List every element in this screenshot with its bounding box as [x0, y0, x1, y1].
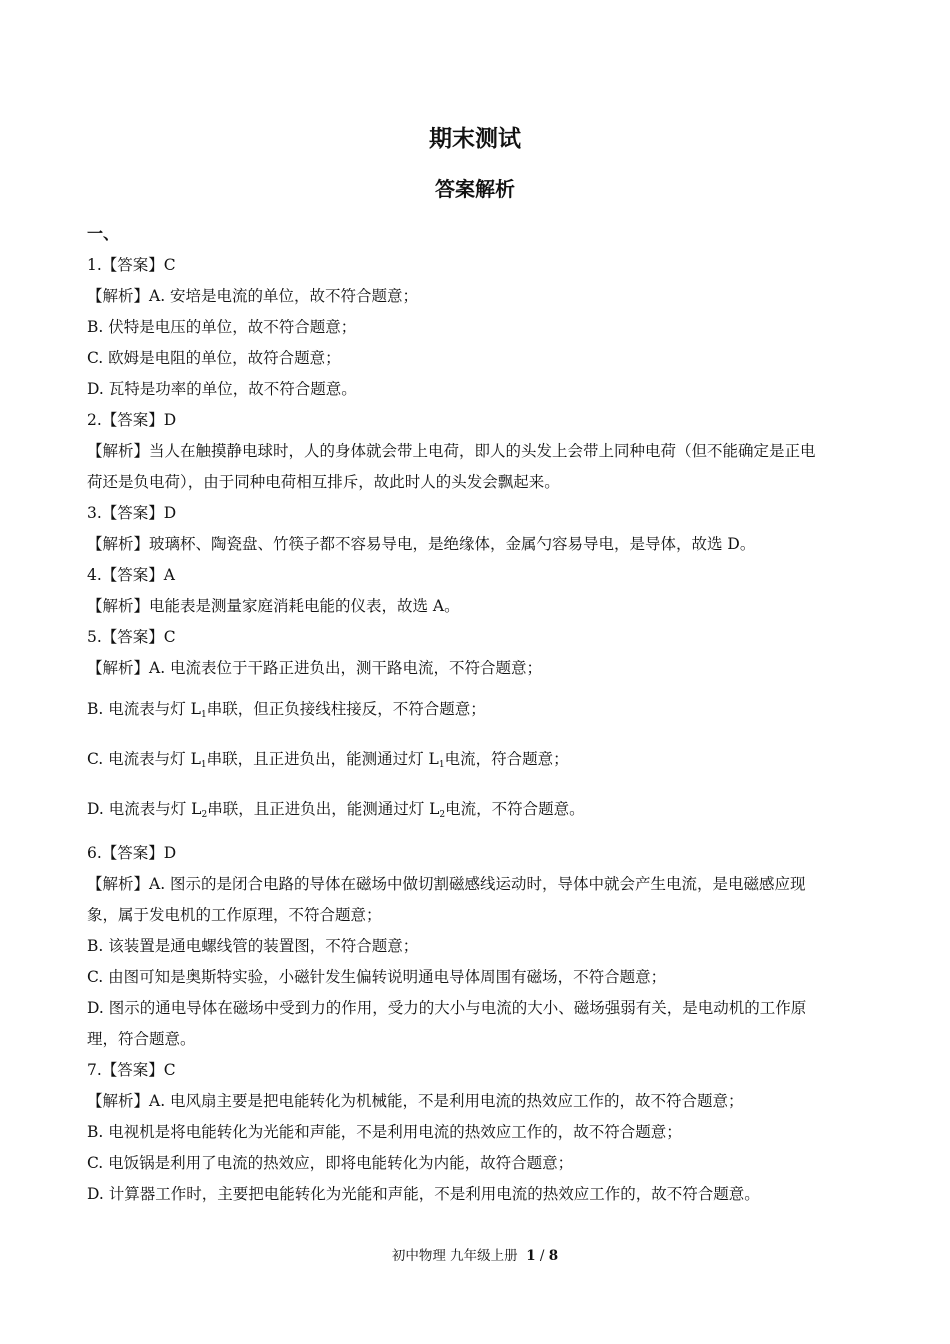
q5-d-text2: 串联，且正进负出，能测通过灯 L	[207, 800, 440, 818]
q1-analysis-b: B. 伏特是电压的单位，故不符合题意；	[87, 318, 357, 336]
q5-d-sub2: 2	[439, 810, 446, 820]
q6-analysis-c: C. 由图可知是奥斯特实验，小磁针发生偏转说明通电导体周围有磁场，不符合题意；	[87, 968, 667, 986]
answer-content	[87, 250, 869, 1210]
q5-d-text3: 电流，不符合题意。	[445, 800, 585, 818]
footer-page-current: 1	[526, 1248, 536, 1264]
q5-analysis-d	[87, 784, 869, 834]
footer-page-separator: /	[535, 1248, 549, 1264]
q7-analysis-c: C. 电饭锅是利用了电流的热效应，即将电能转化为内能，故符合题意；	[87, 1154, 574, 1172]
q5-analysis-b	[87, 684, 869, 734]
q6-analysis-d-line2: 理，符合题意。	[87, 1030, 196, 1048]
section-heading: 一、	[87, 224, 120, 243]
q5-b-sub1: 1	[200, 710, 207, 720]
q5-b-text1: B. 电流表与灯 L	[87, 700, 201, 718]
q2-analysis-line2: 荷还是负电荷），由于同种电荷相互排斥，故此时人的头发会飘起来。	[87, 473, 560, 491]
q3-answer: 3.【答案】D	[87, 504, 177, 522]
q1-analysis-c: C. 欧姆是电阻的单位，故符合题意；	[87, 349, 341, 367]
q7-analysis-a: 【解析】A. 电风扇主要是把电能转化为机械能，不是利用电流的热效应工作的，故不符合题意；	[87, 1092, 744, 1110]
q1-analysis-d: D. 瓦特是功率的单位，故不符合题意。	[87, 380, 357, 398]
page-footer	[0, 1246, 950, 1266]
q5-c-sub1: 1	[200, 760, 207, 770]
q5-b-text2: 串联，但正负接线柱接反，不符合题意；	[206, 700, 486, 718]
q6-analysis-d-line1: D. 图示的通电导体在磁场中受到力的作用，受力的大小与电流的大小、磁场强弱有关，是电动机的工作原	[87, 999, 807, 1017]
q1-analysis-a: 【解析】A. 安培是电流的单位，故不符合题意；	[87, 287, 419, 305]
q5-d-sub1: 2	[201, 810, 208, 820]
q5-c-text3: 电流，符合题意；	[444, 750, 569, 768]
q7-analysis-b: B. 电视机是将电能转化为光能和声能，不是利用电流的热效应工作的，故不符合题意；	[87, 1123, 682, 1141]
q6-analysis-a-line2: 象，属于发电机的工作原理，不符合题意；	[87, 906, 382, 924]
footer-label: 初中物理 九年级上册	[391, 1248, 518, 1264]
q5-c-sub2: 1	[438, 760, 445, 770]
q6-answer: 6.【答案】D	[87, 844, 177, 862]
q7-analysis-d: D. 计算器工作时，主要把电能转化为光能和声能，不是利用电流的热效应工作的，故不符合题意。	[87, 1185, 760, 1203]
q4-analysis: 【解析】电能表是测量家庭消耗电能的仪表，故选 A。	[87, 597, 460, 615]
q5-answer: 5.【答案】C	[87, 628, 176, 646]
page-title: 期末测试	[429, 126, 521, 152]
q4-answer: 4.【答案】A	[87, 566, 175, 584]
q5-d-text1: D. 电流表与灯 L	[87, 800, 202, 818]
q3-analysis: 【解析】玻璃杯、陶瓷盘、竹筷子都不容易导电，是绝缘体，金属勺容易导电，是导体，故选 D。	[87, 535, 756, 553]
q5-c-text2: 串联，且正进负出，能测通过灯 L	[206, 750, 439, 768]
q7-answer: 7.【答案】C	[87, 1061, 176, 1079]
q5-analysis-c	[87, 734, 869, 784]
q6-analysis-b: B. 该装置是通电螺线管的装置图，不符合题意；	[87, 937, 419, 955]
q1-answer: 1.【答案】C	[87, 256, 176, 274]
footer-page-total: 8	[548, 1248, 559, 1264]
q5-analysis-a: 【解析】A. 电流表位于干路正进负出，测干路电流，不符合题意；	[87, 659, 543, 677]
page-subtitle: 答案解析	[435, 177, 515, 201]
q2-analysis-line1: 【解析】当人在触摸静电球时，人的身体就会带上电荷，即人的头发上会带上同种电荷（但不能确定是正电	[87, 442, 816, 460]
q5-c-text1: C. 电流表与灯 L	[87, 750, 201, 768]
q2-answer: 2.【答案】D	[87, 411, 177, 429]
q6-analysis-a-line1: 【解析】A. 图示的是闭合电路的导体在磁场中做切割磁感线运动时，导体中就会产生电流，是电磁感应现	[87, 875, 806, 893]
